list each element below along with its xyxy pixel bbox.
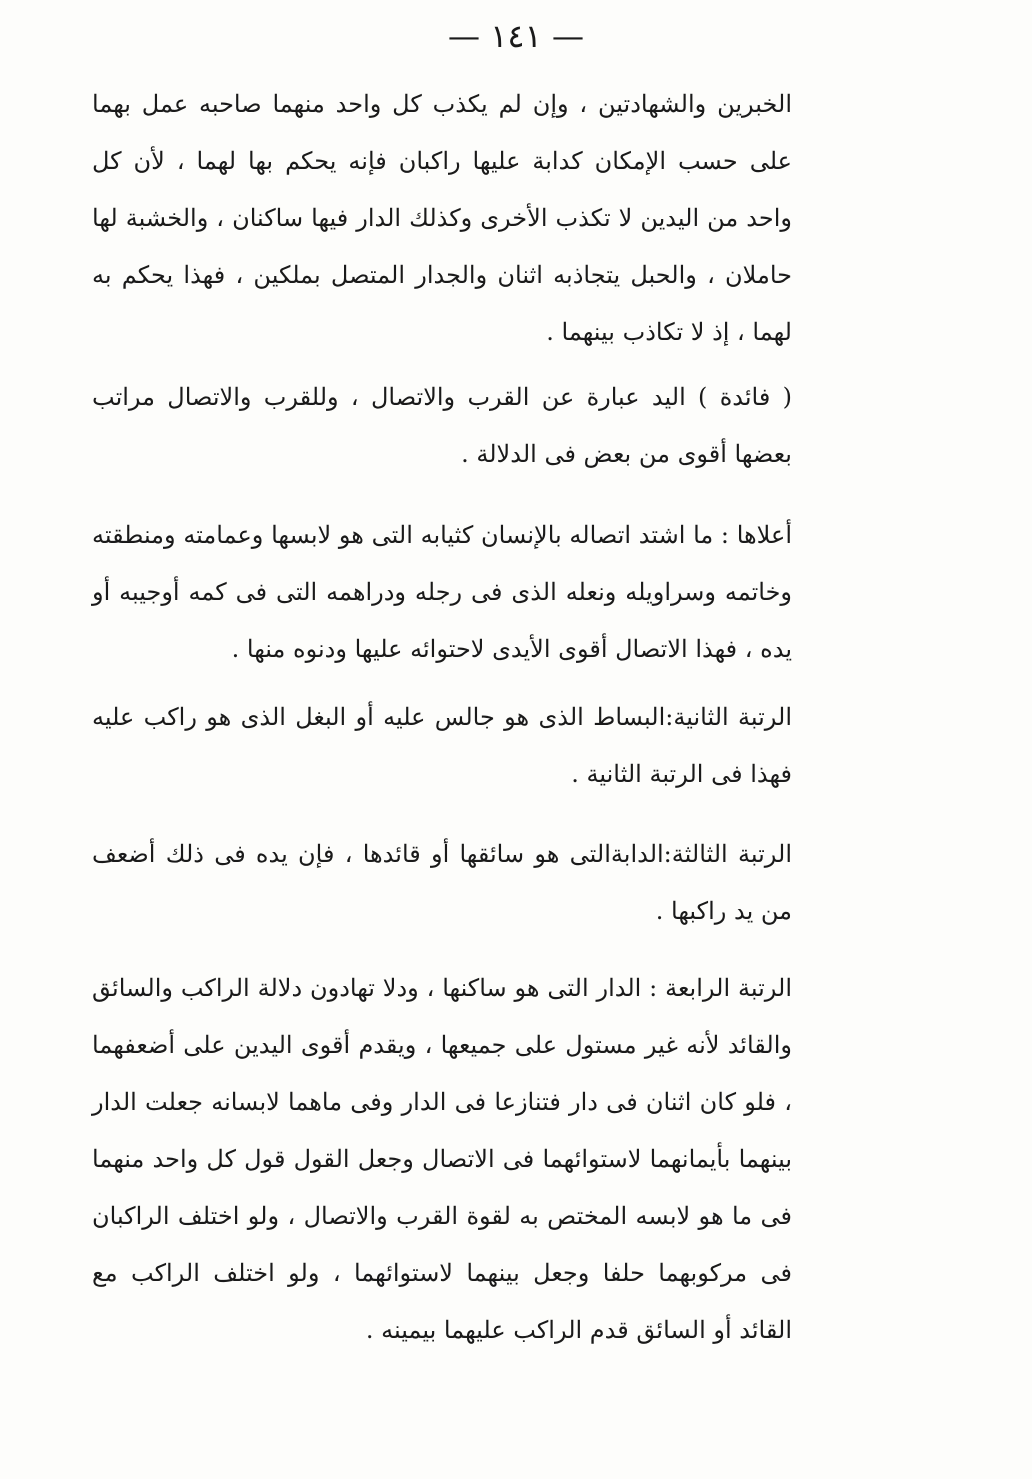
paragraph-text: الرتبة الثالثة:الدابةالتى هو سائقها أو قائدها ، فإن يده فى ذلك أضعف من يد راكبها .: [92, 840, 792, 925]
paragraph-text: الخبرين والشهادتين ، وإن لم يكذب كل واحد منهما صاحبه عمل بهما على حسب الإمكان كدابة عليها راكبان فإنه يحكم بها لهما ، لأن كل واحد من اليدين لا تكذب الأخرى وكذلك الدار فيها ساكنان ، والخشبة لها حاملان ، والحبل يتجاذبه اثنان والجدار المتصل بملكين ، فهذا يحكم به لهما ، إذ لا تكاذب بينهما .: [92, 90, 792, 346]
paragraph-continuation: [92, 76, 792, 361]
paragraph-text: أعلاها : ما اشتد اتصاله بالإنسان كثيابه التى هو لابسها وعمامته ومنطقته وخاتمه وسراويله ونعله الذى فى رجله ودراهمه التى فى كمه أوجيبه أو يده ، فهذا الاتصال أقوى الأيدى لاحتوائه عليها ودنوه منها .: [92, 521, 792, 663]
paragraph-text: الرتبة الرابعة : الدار التى هو ساكنها ، ودلا تهادون دلالة الراكب والسائق والقائد لأنه غير مستول على جميعها ، ويقدم أقوى اليدين على أضعفهما ، فلو كان اثنان فى دار فتنازعا فى الدار وفى ماهما لابسانه جعلت الدار بينهما بأيمانهما لاستوائهما فى الاتصال وجعل القول قول كل واحد منهما فى ما هو لابسه المختص به لقوة القرب والاتصال ، ولو اختلف الراكبان فى مركوبهما حلفا وجعل بينهما لاستوائهما ، ولو اختلف الراكب مع القائد أو السائق قدم الراكب عليهما بيمينه .: [92, 974, 792, 1344]
paragraph-rank-second: [92, 689, 792, 803]
paragraph-text: ( فائدة ) اليد عبارة عن القرب والاتصال ، وللقرب والاتصال مراتب بعضها أقوى من بعض فى الدلالة .: [92, 383, 792, 468]
paragraph-rank-first: [92, 507, 792, 678]
paragraph-text: الرتبة الثانية:البساط الذى هو جالس عليه أو البغل الذى هو راكب عليه فهذا فى الرتبة الثانية .: [92, 703, 792, 788]
paragraph-rank-fourth: [92, 960, 792, 1359]
page-number: — ١٤١ —: [448, 17, 584, 55]
paragraph-note: [92, 369, 792, 483]
paragraph-rank-third: [92, 826, 792, 940]
